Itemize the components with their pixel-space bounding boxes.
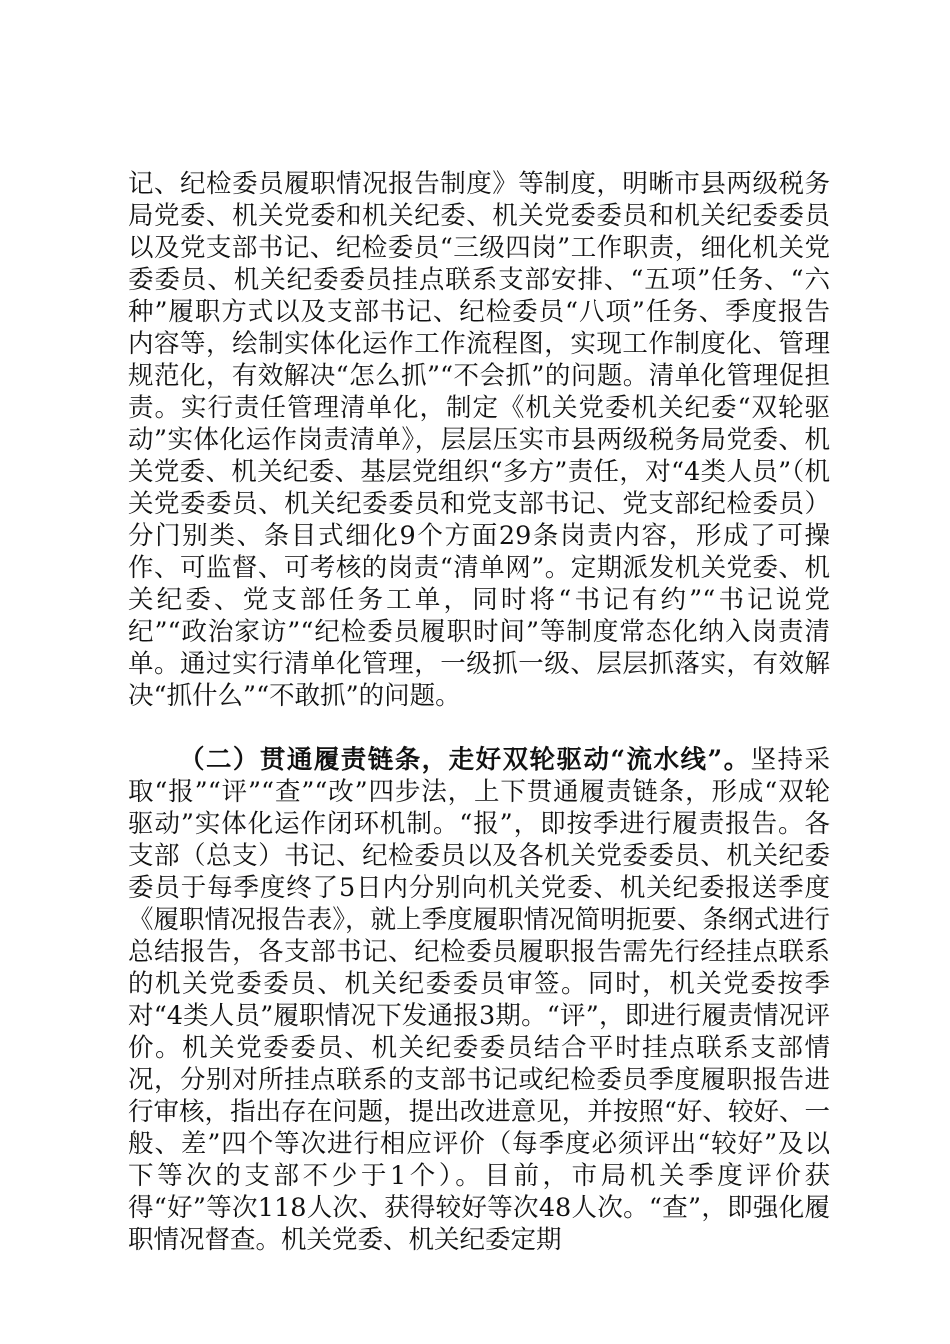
body-paragraph-continued: 记、纪检委员履职情况报告制度》等制度，明晰市县两级税务局党委、机关党委和机关纪委、机关党委委员和机关纪委委员以及党支部书记、纪检委员“三级四岗”工作职责，细化机关党委委员、机关纪委委员挂点联系支部安排、“五项”任务、“六种”履职方式以及支部书记、纪检委员“八项”任务、季度报告内容等，绘制实体化运作工作流程图，实现工作制度化、管理规范化，有效解决“怎么抓”“不会抓”的问题。清单化管理促担责。实行责任管理清单化，制定《机关党委机关纪委“双轮驱动”实体化运作岗责清单》，层层压实市县两级税务局党委、机关党委、机关纪委、基层党组织“多方”责任，对“4类人员”（机关党委委员、机关纪委委员和党支部书记、党支部纪检委员）分门别类、条目式细化9个方面29条岗责内容，形成了可操作、可监督、可考核的岗责“清单网”。定期派发机关党委、机关纪委、党支部任务工单，同时将“书记有约”“书记说党纪”“政治家访”“纪检委员履职时间”等制度常态化纳入岗责清单。通过实行清单化管理，一级抓一级、层层抓落实，有效解决“抓什么”“不敢抓”的问题。	[128, 169, 830, 711]
section-body-text: 坚持采取“报”“评”“查”“改”四步法，上下贯通履责链条，形成“双轮驱动”实体化运作闭环机制。“报”，即按季进行履责报告。各支部（总支）书记、纪检委员以及各机关党委委员、机关纪委委员于每季度终了5日内分别向机关党委、机关纪委报送季度《履职情况报告表》，就上季度履职情况简明扼要、条纲式进行总结报告，各支部书记、纪检委员履职报告需先行经挂点联系的机关党委委员、机关纪委委员审签。同时，机关党委按季对“4类人员”履职情况下发通报3期。“评”，即进行履责情况评价。机关党委委员、机关纪委委员结合平时挂点联系支部情况，分别对所挂点联系的支部书记或纪检委员季度履职报告进行审核，指出存在问题，提出改进意见，并按照“好、较好、一般、差”四个等次进行相应评价（每季度必须评出“较好”及以下等次的支部不少于1个）。目前，市局机关季度评价获得“好”等次118人次、获得较好等次48人次。“查”，即强化履职情况督查。机关党委、机关纪委定期	[128, 745, 830, 1255]
document-page	[128, 168, 830, 1256]
section-heading: （二）贯通履责链条，走好双轮驱动“流水线”。	[179, 745, 751, 775]
section-paragraph	[128, 744, 830, 1256]
